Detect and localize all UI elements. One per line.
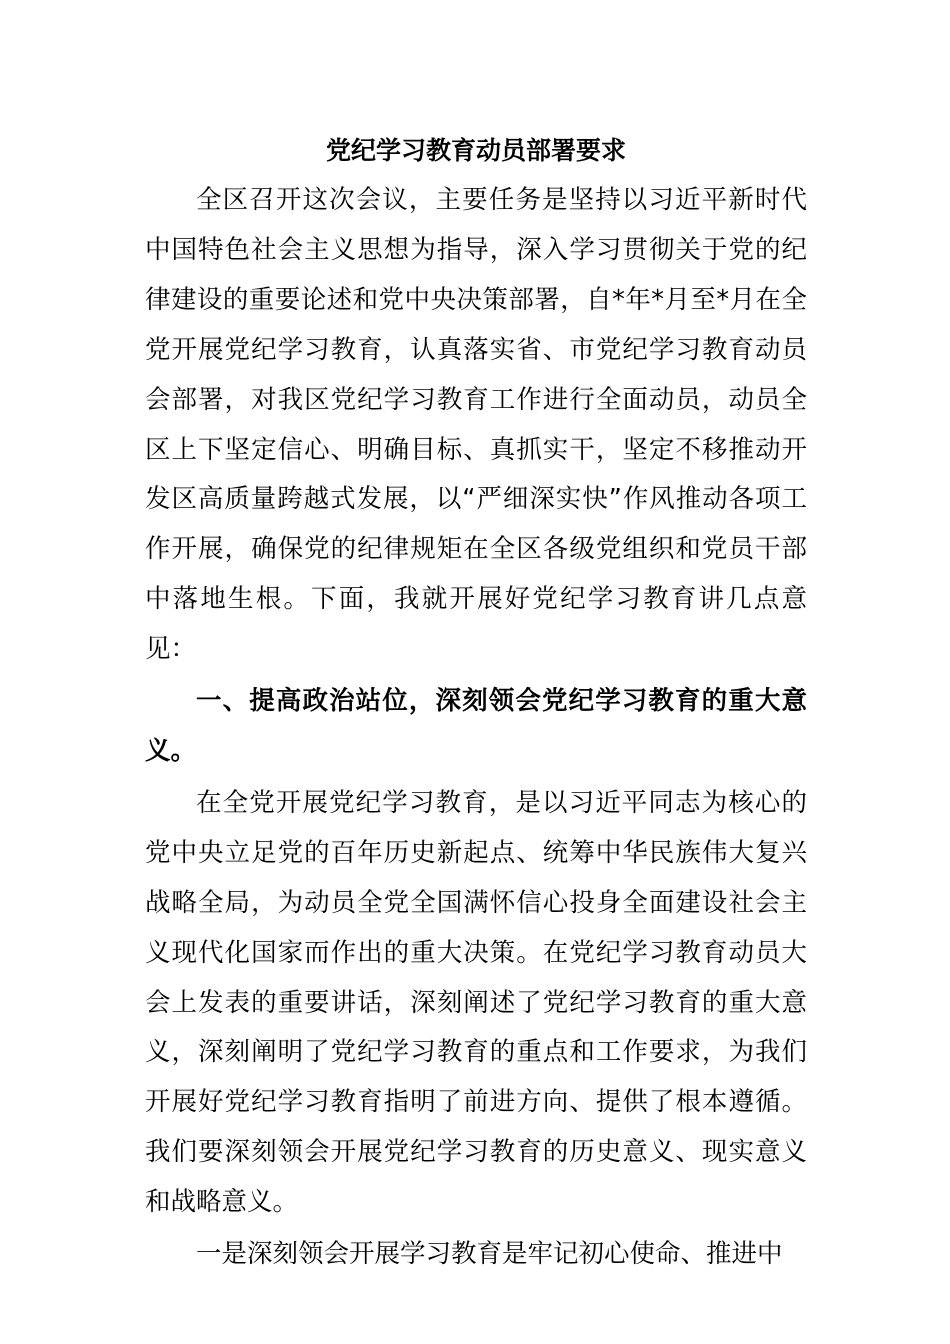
section-heading-1: 一、提高政治站位，深刻领会党纪学习教育的重大意义。 — [145, 686, 807, 766]
document-body — [145, 126, 807, 1280]
subpoint-1-paragraph: 一是深刻领会开展学习教育是牢记初心使命、推进中 — [196, 1239, 783, 1270]
section-1-paragraph: 在全党开展党纪学习教育，是以习近平同志为核心的党中央立足党的百年历史新起点、统筹中华民族伟大复兴战略全局，为动员全党全国满怀信心投身全面建设社会主义现代化国家而作出的重大决策。在党纪学习教育动员大会上发表的重要讲话，深刻阐述了党纪学习教育的重大意义，深刻阐明了党纪学习教育的重点和工作要求，为我们开展好党纪学习教育指明了前进方向、提供了根本遵循。我们要深刻领会开展党纪学习教育的历史意义、现实意义和战略意义。 — [145, 787, 807, 1218]
intro-paragraph: 全区召开这次会议，主要任务是坚持以习近平新时代中国特色社会主义思想为指导，深入学习贯彻关于党的纪律建设的重要论述和党中央决策部署，自*年*月至*月在全党开展党纪学习教育，认真落实省、市党纪学习教育动员会部署，对我区党纪学习教育工作进行全面动员，动员全区上下坚定信心、明确目标、真抓实干，坚定不移推动开发区高质量跨越式发展，以“严细深实快”作风推动各项工作开展，确保党的纪律规矩在全区各级党组织和党员干部中落地生根。下面，我就开展好党纪学习教育讲几点意见： — [145, 185, 807, 665]
document-title: 党纪学习教育动员部署要求 — [325, 136, 626, 165]
